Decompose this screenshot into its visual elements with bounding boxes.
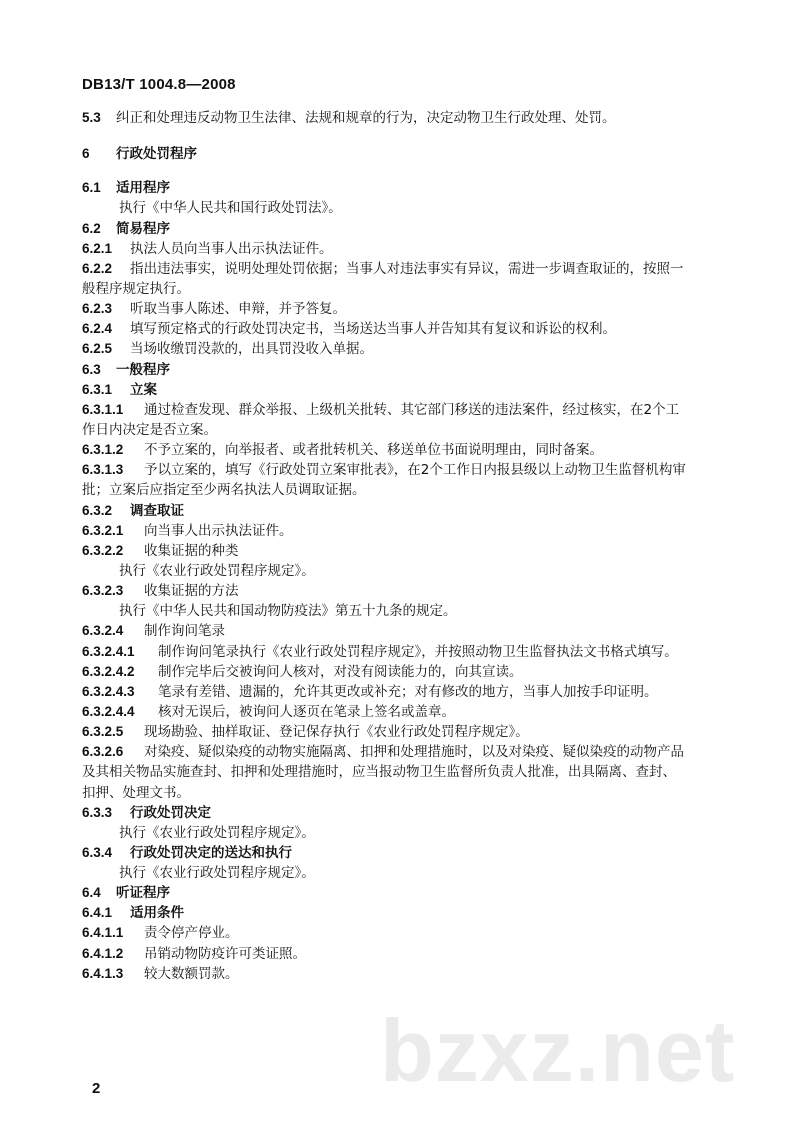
page-number: 2: [92, 1080, 101, 1097]
clause-number: 6.3.2: [82, 502, 113, 518]
document-line: [82, 863, 722, 883]
clause-number: 6.3.2.4.4: [82, 703, 135, 719]
document-line: [82, 480, 722, 500]
clause-text: 执行《农业行政处罚程序规定》。: [119, 562, 315, 579]
clause-number: 6.2.2: [82, 260, 113, 276]
document-line: [82, 903, 722, 923]
section-heading: 调查取证: [130, 502, 184, 519]
clause-text: 当场收缴罚没款的，出具罚没收入单据。: [130, 341, 373, 358]
clause-text: 般程序规定执行。: [82, 280, 190, 297]
clause-number: 6.3.1.3: [82, 462, 124, 478]
document-line: [82, 783, 722, 803]
clause-text: 核对无误后，被询问人逐页在笔录上签名或盖章。: [158, 703, 455, 720]
section-heading: 听证程序: [116, 885, 170, 902]
document-line: [82, 964, 722, 984]
clause-number: 6.1: [82, 180, 101, 196]
clause-number: 6.2: [82, 220, 101, 236]
document-line: [82, 219, 722, 239]
document-line: [82, 742, 722, 762]
document-line: [82, 642, 722, 662]
standard-code-header: DB13/T 1004.8—2008: [82, 76, 236, 93]
document-line: [82, 319, 722, 339]
clause-number: 6.3.2.4.1: [82, 643, 135, 659]
document-line: [82, 239, 722, 259]
clause-text: 制作询问笔录执行《农业行政处罚程序规定》，并按照动物卫生监督执法文书格式填写。: [158, 643, 678, 660]
document-line: [82, 823, 722, 843]
document-line: [82, 803, 722, 823]
clause-number: 6.3.2.4.2: [82, 663, 135, 679]
clause-number: 6.3: [82, 361, 101, 377]
document-line: [82, 144, 722, 164]
document-line: [82, 662, 722, 682]
clause-number: 6.3.2.4.3: [82, 683, 135, 699]
document-line: [82, 380, 722, 400]
clause-number: 6.3.1.2: [82, 442, 124, 458]
document-line: [82, 420, 722, 440]
document-line: [82, 944, 722, 964]
clause-number: 6.3.1: [82, 381, 113, 397]
clause-text: 批；立案后应指定至少两名执法人员调取证据。: [82, 482, 366, 499]
clause-text: 不予立案的，向举报者、或者批转机关、移送单位书面说明理由，同时备案。: [144, 442, 603, 459]
clause-number: 6.4.1.3: [82, 965, 124, 981]
document-line: [82, 400, 722, 420]
clause-number: 6.4.1.2: [82, 945, 124, 961]
document-line: [82, 762, 722, 782]
document-line: [82, 601, 722, 621]
clause-text: 执行《中华人民共和国行政处罚法》。: [119, 200, 342, 217]
document-line: [82, 843, 722, 863]
section-heading: 适用条件: [130, 905, 184, 922]
document-line: [82, 923, 722, 943]
document-line: [82, 198, 722, 218]
clause-text: 责令停产停业。: [144, 925, 239, 942]
section-heading: 简易程序: [116, 220, 170, 237]
clause-number: 6.3.2.2: [82, 542, 124, 558]
clause-number: 6.2.1: [82, 240, 113, 256]
document-line: [82, 722, 722, 742]
section-heading: 行政处罚决定的送达和执行: [130, 844, 292, 861]
document-body: [82, 108, 722, 984]
clause-text: 对染疫、疑似染疫的动物实施隔离、扣押和处理措施时，以及对染疫、疑似染疫的动物产品: [144, 744, 684, 761]
clause-number: 6.3.2.3: [82, 583, 124, 599]
clause-text: 笔录有差错、遗漏的，允许其更改或补充；对有修改的地方，当事人加按手印证明。: [158, 683, 658, 700]
document-line: [82, 883, 722, 903]
clause-number: 6.2.3: [82, 301, 113, 317]
section-heading: 行政处罚程序: [116, 146, 197, 163]
clause-number: 5.3: [82, 110, 101, 125]
clause-text: 现场勘验、抽样取证、登记保存执行《农业行政处罚程序规定》。: [144, 724, 529, 741]
document-line: [82, 702, 722, 722]
document-line: [82, 521, 722, 541]
clause-number: 6.3.3: [82, 804, 113, 820]
clause-text: 收集证据的方法: [144, 583, 239, 600]
document-line: [82, 360, 722, 380]
document-line: [82, 460, 722, 480]
document-line: [82, 108, 722, 128]
clause-text: 制作询问笔录: [144, 623, 225, 640]
clause-text: 纠正和处理违反动物卫生法律、法规和规章的行为，决定动物卫生行政处理、处罚。: [116, 110, 616, 126]
clause-number: 6.2.4: [82, 321, 113, 337]
clause-text: 予以立案的，填写《行政处罚立案审批表》，在2个工作日内报县级以上动物卫生监督机构审: [144, 462, 686, 479]
clause-text: 扣押、处理文书。: [82, 784, 190, 801]
document-line: [82, 279, 722, 299]
document-line: [82, 621, 722, 641]
clause-text: 执法人员向当事人出示执法证件。: [130, 240, 333, 257]
clause-number: 6.3.1.1: [82, 401, 124, 417]
document-line: [82, 299, 722, 319]
clause-number: 6.3.2.1: [82, 522, 124, 538]
clause-text: 执行《农业行政处罚程序规定》。: [119, 865, 315, 882]
clause-number: 6.2.5: [82, 341, 113, 357]
section-heading: 一般程序: [116, 361, 170, 378]
document-line: [82, 581, 722, 601]
document-line: [82, 561, 722, 581]
section-heading: 行政处罚决定: [130, 804, 211, 821]
clause-number: 6.4.1.1: [82, 925, 124, 941]
clause-number: 6.4.1: [82, 905, 113, 921]
clause-text: 填写预定格式的行政处罚决定书，当场送达当事人并告知其有复议和诉讼的权利。: [130, 321, 616, 338]
clause-text: 通过检查发现、群众举报、上级机关批转、其它部门移送的违法案件，经过核实，在2个工: [144, 401, 680, 418]
section-heading: 立案: [130, 381, 157, 398]
clause-number: 6: [82, 146, 90, 162]
section-heading: 适用程序: [116, 180, 170, 197]
clause-text: 及其相关物品实施查封、扣押和处理措施时，应当报动物卫生监督所负责人批准，出具隔离、查封、: [82, 764, 676, 781]
document-line: [82, 178, 722, 198]
clause-number: 6.4: [82, 885, 101, 901]
clause-text: 向当事人出示执法证件。: [144, 522, 293, 539]
document-line: [82, 440, 722, 460]
document-line: [82, 259, 722, 279]
clause-number: 6.3.4: [82, 844, 113, 860]
clause-number: 6.3.2.6: [82, 744, 124, 760]
document-line: [82, 339, 722, 359]
watermark: bzxz.net: [380, 1001, 736, 1100]
clause-text: 制作完毕后交被询问人核对，对没有阅读能力的，向其宣读。: [158, 663, 523, 680]
clause-number: 6.3.2.5: [82, 724, 124, 740]
clause-text: 执行《农业行政处罚程序规定》。: [119, 824, 315, 841]
clause-number: 6.3.2.4: [82, 623, 124, 639]
clause-text: 较大数额罚款。: [144, 965, 239, 982]
clause-text: 作日内决定是否立案。: [82, 421, 217, 438]
clause-text: 收集证据的种类: [144, 542, 239, 559]
clause-text: 执行《中华人民共和国动物防疫法》第五十九条的规定。: [119, 603, 457, 620]
document-line: [82, 501, 722, 521]
document-line: [82, 682, 722, 702]
clause-text: 听取当事人陈述、申辩，并予答复。: [130, 301, 346, 318]
clause-text: 吊销动物防疫许可类证照。: [144, 945, 306, 962]
document-line: [82, 541, 722, 561]
clause-text: 指出违法事实，说明处理处罚依据；当事人对违法事实有异议，需进一步调查取证的，按照一: [130, 260, 684, 277]
